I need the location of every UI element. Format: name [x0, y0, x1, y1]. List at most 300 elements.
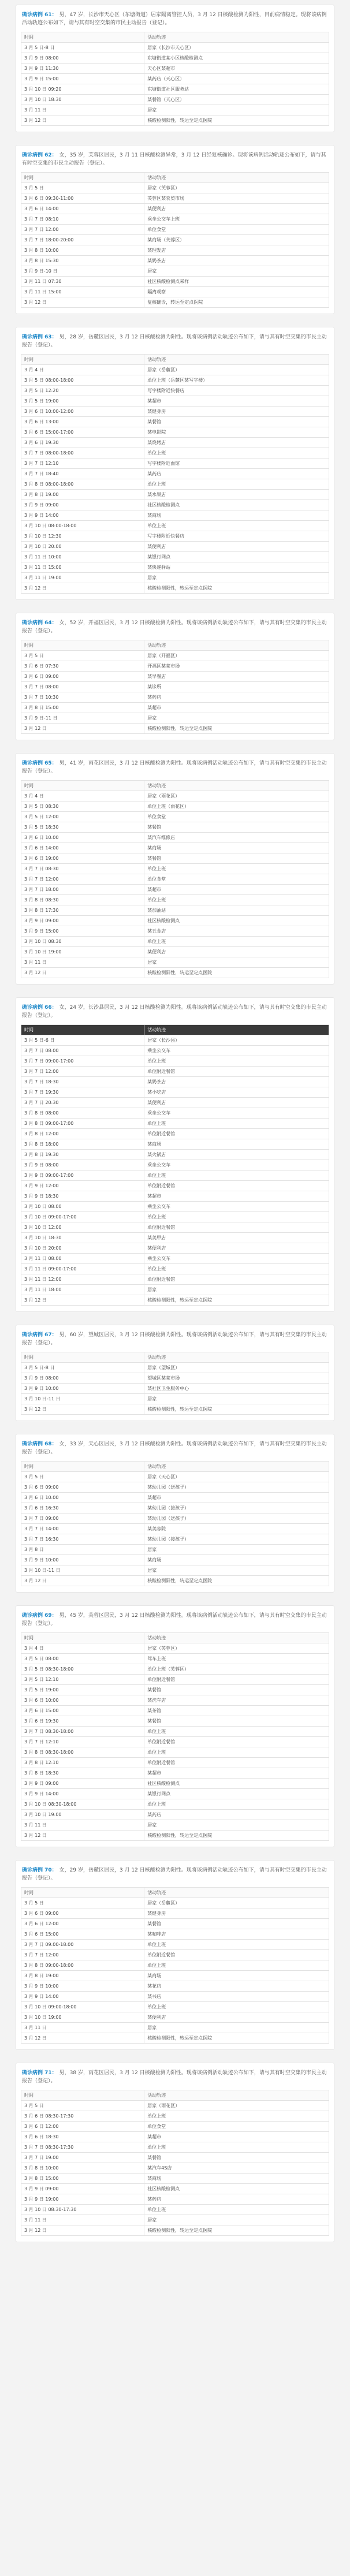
time-cell: 3 月 7 日 18:00-20:00	[21, 235, 144, 245]
place-cell: 居家（长沙县）	[144, 1035, 329, 1046]
place-cell: 单位食堂	[144, 2122, 329, 2132]
place-cell: 单位上班（芙蓉区）	[144, 1664, 329, 1675]
table-row	[21, 1363, 329, 1373]
case-intro-text: 男，47 岁，长沙市天心区（东塘街道）居家隔离管控人员，3 月 12 日核酸检测为阳性，目前病情稳定。现将该病例活动轨迹公布如下，请与其有时空交集的市民主动报告（登记）。	[22, 12, 327, 26]
place-cell: 某药店	[144, 2194, 329, 2205]
time-cell: 3 月 7 日 08:00-18:00	[21, 448, 144, 458]
table-row	[21, 1716, 329, 1727]
place-cell: 单位附近餐馆	[144, 1274, 329, 1285]
table-row	[21, 448, 329, 458]
time-cell: 3 月 8 日 19:00	[21, 490, 144, 500]
table-row	[21, 1404, 329, 1415]
place-cell: 单位附近餐馆	[144, 1129, 329, 1139]
table-row	[21, 1394, 329, 1404]
place-cell: 某快递驿站	[144, 562, 329, 573]
table-row	[21, 2101, 329, 2111]
time-cell: 3 月 8 日 12:10	[21, 1758, 144, 1768]
place-cell: 居家（长沙市天心区）	[144, 43, 329, 53]
time-cell: 3 月 4 日	[21, 791, 144, 801]
case-tag: 确诊病例 63：	[22, 334, 57, 340]
table-row	[21, 672, 329, 682]
place-cell: 单位上班	[144, 2142, 329, 2153]
table-header-row	[21, 173, 329, 183]
place-cell: 单位附近餐馆	[144, 1675, 329, 1685]
table-row	[21, 386, 329, 396]
case-block	[16, 5, 334, 132]
time-cell: 3 月 9 日 14:00	[21, 1992, 144, 2002]
place-cell: 某便利店	[144, 1098, 329, 1108]
time-cell: 3 月 5 日	[21, 1472, 144, 1482]
time-cell: 3 月 8 日 08:30	[21, 895, 144, 905]
place-cell: 写字楼附近快餐店	[144, 386, 329, 396]
table-row	[21, 822, 329, 833]
place-cell: 单位食堂	[144, 812, 329, 822]
case-intro	[22, 1440, 328, 1456]
table-row	[21, 1898, 329, 1908]
time-cell: 3 月 9 日 09:00	[21, 500, 144, 510]
time-cell: 3 月 10 日 08:00	[21, 1202, 144, 1212]
table-row	[21, 1992, 329, 2002]
time-cell: 3 月 10 日 08:30	[21, 937, 144, 947]
table-row	[21, 874, 329, 885]
time-cell: 3 月 8 日 19:00	[21, 1971, 144, 1981]
table-row	[21, 2215, 329, 2225]
column-header-place: 活动轨迹	[144, 32, 329, 43]
column-header-time: 时间	[21, 173, 144, 183]
place-cell: 核酸检测阳性，转运至定点医院	[144, 1404, 329, 1415]
table-row	[21, 895, 329, 905]
place-cell: 单位上班	[144, 1799, 329, 1810]
trail-table	[21, 640, 329, 734]
time-cell: 3 月 7 日 18:30	[21, 1077, 144, 1087]
place-cell: 单位上班	[144, 1170, 329, 1181]
time-cell: 3 月 11 日 19:00	[21, 573, 144, 583]
place-cell: 某超市	[144, 1768, 329, 1779]
column-header-place: 活动轨迹	[144, 1025, 329, 1035]
time-cell: 3 月 12 日	[21, 1831, 144, 1841]
table-row	[21, 245, 329, 256]
place-cell: 居家（望城区）	[144, 1363, 329, 1373]
time-cell: 3 月 8 日 10:00	[21, 2163, 144, 2174]
place-cell: 某餐馆	[144, 417, 329, 427]
place-cell: 单位上班	[144, 2002, 329, 2012]
place-cell: 单位附近餐馆	[144, 1950, 329, 1960]
trail-table	[21, 1632, 329, 1841]
time-cell: 3 月 6 日 10:00	[21, 1493, 144, 1503]
place-cell: 核酸检测阳性，转运至定点医院	[144, 1831, 329, 1841]
table-row	[21, 1233, 329, 1243]
trail-table	[21, 1461, 329, 1586]
table-row	[21, 864, 329, 874]
time-cell: 3 月 11 日	[21, 2023, 144, 2033]
table-row	[21, 438, 329, 448]
time-cell: 3 月 11 日	[21, 2215, 144, 2225]
table-row	[21, 791, 329, 801]
trail-table	[21, 1024, 329, 1306]
table-row	[21, 1046, 329, 1056]
table-row	[21, 500, 329, 510]
place-cell: 单位上班	[144, 1747, 329, 1758]
table-row	[21, 1727, 329, 1737]
time-cell: 3 月 5 日 12:10	[21, 1675, 144, 1685]
place-cell: 复核确诊，转运至定点医院	[144, 297, 329, 308]
case-block	[16, 327, 334, 600]
time-cell: 3 月 10 日 08:00-18:00	[21, 521, 144, 531]
table-row	[21, 365, 329, 375]
time-cell: 3 月 11 日 09:00-17:00	[21, 1264, 144, 1274]
place-cell: 社区核酸检测点	[144, 1779, 329, 1789]
place-cell: 某理发店	[144, 245, 329, 256]
place-cell: 某银行网点	[144, 1789, 329, 1799]
table-row	[21, 833, 329, 843]
place-cell: 某奶茶店	[144, 256, 329, 266]
time-cell: 3 月 6 日 14:00	[21, 204, 144, 214]
place-cell: 居家（岳麓区）	[144, 1898, 329, 1908]
time-cell: 3 月 6 日 09:30-11:00	[21, 193, 144, 204]
case-block	[16, 1434, 334, 1593]
table-row	[21, 1181, 329, 1191]
table-row	[21, 573, 329, 583]
table-row	[21, 1654, 329, 1664]
place-cell: 某花店	[144, 1981, 329, 1992]
table-row	[21, 1472, 329, 1482]
table-row	[21, 2163, 329, 2174]
table-row	[21, 297, 329, 308]
table-row	[21, 1129, 329, 1139]
place-cell: 核酸检测阳性，转运至定点医院	[144, 583, 329, 594]
time-cell: 3 月 12 日	[21, 1576, 144, 1586]
time-cell: 3 月 9 日 10:00	[21, 1384, 144, 1394]
place-cell: 某药店	[144, 1810, 329, 1820]
table-header-row	[21, 1025, 329, 1035]
place-cell: 写字楼附近快餐店	[144, 531, 329, 542]
place-cell: 居家	[144, 1545, 329, 1555]
time-cell: 3 月 6 日 10:00-12:00	[21, 407, 144, 417]
table-row	[21, 801, 329, 812]
place-cell: 某餐馆	[144, 2153, 329, 2163]
table-row	[21, 277, 329, 287]
time-cell: 3 月 5 日 08:30	[21, 801, 144, 812]
time-cell: 3 月 6 日 19:30	[21, 1716, 144, 1727]
time-cell: 3 月 5 日-8 日	[21, 43, 144, 53]
place-cell: 某茶馆	[144, 1706, 329, 1716]
time-cell: 3 月 6 日 10:00	[21, 1695, 144, 1706]
table-row	[21, 1108, 329, 1119]
table-row	[21, 1747, 329, 1758]
place-cell: 乘坐公交车	[144, 1108, 329, 1119]
time-cell: 3 月 9 日 08:00	[21, 53, 144, 64]
time-cell: 3 月 11 日	[21, 957, 144, 968]
table-row	[21, 562, 329, 573]
time-cell: 3 月 10 日 18:30	[21, 95, 144, 105]
place-cell: 单位上班	[144, 1056, 329, 1067]
case-tag: 确诊病例 70：	[22, 1867, 57, 1873]
time-cell: 3 月 9 日 09:00	[21, 2184, 144, 2194]
place-cell: 单位上班	[144, 937, 329, 947]
column-header-time: 时间	[21, 32, 144, 43]
place-cell: 单位上班（雨花区）	[144, 801, 329, 812]
place-cell: 核酸检测阳性，转运至定点医院	[144, 2033, 329, 2044]
case-intro-text: 男，41 岁，雨花区居民，3 月 12 日核酸检测为阳性。现将该病例活动轨迹公布如下，请与其有时空交集的市民主动报告（登记）。	[22, 761, 327, 774]
case-intro-text: 女，35 岁，芙蓉区居民，3 月 11 日核酸检测异常，3 月 12 日经复核确诊。现将该病例活动轨迹公布如下，请与其有时空交集的市民主动报告（登记）。	[22, 152, 326, 166]
time-cell: 3 月 10 日 20:00	[21, 1243, 144, 1254]
time-cell: 3 月 10 日 09:00-18:00	[21, 2002, 144, 2012]
time-cell: 3 月 7 日 08:00	[21, 682, 144, 692]
table-row	[21, 1675, 329, 1685]
time-cell: 3 月 8 日 15:30	[21, 256, 144, 266]
table-row	[21, 1779, 329, 1789]
table-row	[21, 1254, 329, 1264]
time-cell: 3 月 6 日 19:00	[21, 853, 144, 864]
table-row	[21, 235, 329, 245]
table-row	[21, 812, 329, 822]
column-header-time: 时间	[21, 1633, 144, 1643]
table-header-row	[21, 640, 329, 651]
table-row	[21, 183, 329, 193]
table-row	[21, 1534, 329, 1545]
time-cell: 3 月 7 日 08:00	[21, 1046, 144, 1056]
table-row	[21, 1831, 329, 1841]
table-row	[21, 843, 329, 853]
table-row	[21, 287, 329, 297]
place-cell: 居家（雨花区）	[144, 791, 329, 801]
place-cell: 单位附近餐馆	[144, 1181, 329, 1191]
column-header-place: 活动轨迹	[144, 355, 329, 365]
place-cell: 核酸检测阳性，转运至定点医院	[144, 724, 329, 734]
table-row	[21, 204, 329, 214]
trail-table	[21, 780, 329, 978]
place-cell: 某五金店	[144, 926, 329, 937]
place-cell: 某便利店	[144, 947, 329, 957]
table-row	[21, 1243, 329, 1254]
place-cell: 居家	[144, 1394, 329, 1404]
time-cell: 3 月 7 日 18:40	[21, 469, 144, 479]
time-cell: 3 月 10 日 19:00	[21, 2012, 144, 2023]
table-row	[21, 1820, 329, 1831]
case-intro-text: 女，24 岁，长沙县居民，3 月 12 日核酸检测为阳性。现将该病例活动轨迹公布如下，请与其有时空交集的市民主动报告（登记）。	[22, 1005, 327, 1019]
time-cell: 3 月 7 日 12:00	[21, 1067, 144, 1077]
place-cell: 某咖啡店	[144, 1929, 329, 1940]
table-row	[21, 583, 329, 594]
place-cell: 单位上班	[144, 895, 329, 905]
time-cell: 3 月 8 日 19:30	[21, 1150, 144, 1160]
table-row	[21, 1212, 329, 1222]
case-tag: 确诊病例 71：	[22, 2070, 57, 2076]
time-cell: 3 月 7 日 12:00	[21, 874, 144, 885]
table-row	[21, 407, 329, 417]
table-row	[21, 531, 329, 542]
time-cell: 3 月 7 日 12:00	[21, 1950, 144, 1960]
place-cell: 核酸检测阳性，转运至定点医院	[144, 1576, 329, 1586]
place-cell: 单位上班	[144, 2111, 329, 2122]
time-cell: 3 月 6 日 18:30	[21, 2132, 144, 2142]
table-row	[21, 1758, 329, 1768]
table-row	[21, 1098, 329, 1108]
place-cell: 某幼儿园（接孩子）	[144, 1503, 329, 1513]
place-cell: 居家（天心区）	[144, 1472, 329, 1482]
time-cell: 3 月 8 日 08:30-18:00	[21, 1747, 144, 1758]
time-cell: 3 月 5 日	[21, 651, 144, 661]
column-header-time: 时间	[21, 355, 144, 365]
time-cell: 3 月 6 日 13:00	[21, 417, 144, 427]
place-cell: 单位上班	[144, 1727, 329, 1737]
time-cell: 3 月 5 日 19:00	[21, 1685, 144, 1695]
place-cell: 某药店	[144, 692, 329, 703]
table-row	[21, 1056, 329, 1067]
time-cell: 3 月 7 日 14:00	[21, 1524, 144, 1534]
column-header-place: 活动轨迹	[144, 173, 329, 183]
time-cell: 3 月 11 日 15:00	[21, 287, 144, 297]
place-cell: 某餐馆	[144, 1716, 329, 1727]
time-cell: 3 月 9 日-10 日	[21, 266, 144, 277]
place-cell: 某健身房	[144, 1908, 329, 1919]
table-row	[21, 1150, 329, 1160]
place-cell: 居家	[144, 105, 329, 115]
time-cell: 3 月 10 日 08:30-17:30	[21, 2205, 144, 2215]
case-block	[16, 997, 334, 1312]
table-header-row	[21, 32, 329, 43]
table-row	[21, 2194, 329, 2205]
table-row	[21, 2023, 329, 2033]
case-tag: 确诊病例 61：	[22, 12, 57, 18]
case-tag: 确诊病例 64：	[22, 620, 57, 626]
table-row	[21, 1274, 329, 1285]
table-row	[21, 1077, 329, 1087]
table-row	[21, 1482, 329, 1493]
time-cell: 3 月 5 日 08:30-18:00	[21, 1664, 144, 1675]
table-row	[21, 1493, 329, 1503]
time-cell: 3 月 5 日 18:30	[21, 822, 144, 833]
table-row	[21, 95, 329, 105]
place-cell: 某奶茶店	[144, 1077, 329, 1087]
time-cell: 3 月 12 日	[21, 115, 144, 126]
place-cell: 芙蓉区某农贸市场	[144, 193, 329, 204]
time-cell: 3 月 9 日-11 日	[21, 713, 144, 724]
case-block	[16, 613, 334, 740]
table-row	[21, 2122, 329, 2132]
table-header-row	[21, 1352, 329, 1363]
time-cell: 3 月 5 日-6 日	[21, 1035, 144, 1046]
time-cell: 3 月 12 日	[21, 724, 144, 734]
case-intro-text: 男，45 岁，芙蓉区居民，3 月 12 日核酸检测为阳性。现将该病例活动轨迹公布如下，请与其有时空交集的市民主动报告（登记）。	[22, 1613, 327, 1627]
time-cell: 3 月 9 日 14:00	[21, 510, 144, 521]
place-cell: 隔离观察	[144, 287, 329, 297]
table-row	[21, 552, 329, 562]
table-row	[21, 1960, 329, 1971]
place-cell: 某电影院	[144, 427, 329, 438]
trail-table	[21, 32, 329, 126]
place-cell: 东塘街道社区服务站	[144, 84, 329, 95]
place-cell: 居家	[144, 2215, 329, 2225]
table-row	[21, 458, 329, 469]
place-cell: 驾车上班	[144, 1654, 329, 1664]
place-cell: 核酸检测阳性，转运至定点医院	[144, 2225, 329, 2236]
time-cell: 3 月 4 日	[21, 1643, 144, 1654]
place-cell: 居家（岳麓区）	[144, 365, 329, 375]
place-cell: 单位上班	[144, 2205, 329, 2215]
place-cell: 某加油站	[144, 905, 329, 916]
table-row	[21, 1971, 329, 1981]
table-row	[21, 2225, 329, 2236]
column-header-time: 时间	[21, 1462, 144, 1472]
time-cell: 3 月 11 日 12:00	[21, 1274, 144, 1285]
time-cell: 3 月 7 日 10:30	[21, 692, 144, 703]
time-cell: 3 月 11 日 07:30	[21, 277, 144, 287]
place-cell: 某美容院	[144, 1524, 329, 1534]
table-row	[21, 703, 329, 713]
place-cell: 居家	[144, 957, 329, 968]
time-cell: 3 月 11 日	[21, 105, 144, 115]
time-cell: 3 月 11 日 08:00	[21, 1254, 144, 1264]
table-row	[21, 1950, 329, 1960]
time-cell: 3 月 9 日 15:00	[21, 926, 144, 937]
time-cell: 3 月 9 日 08:00	[21, 1160, 144, 1170]
place-cell: 某便利店	[144, 542, 329, 552]
case-block	[16, 2063, 334, 2242]
column-header-time: 时间	[21, 640, 144, 651]
place-cell: 某汽车4S店	[144, 2163, 329, 2174]
time-cell: 3 月 6 日 19:30	[21, 438, 144, 448]
column-header-time: 时间	[21, 781, 144, 791]
table-row	[21, 1222, 329, 1233]
place-cell: 某商场（芙蓉区）	[144, 235, 329, 245]
time-cell: 3 月 9 日 09:00-17:00	[21, 1170, 144, 1181]
time-cell: 3 月 12 日	[21, 1404, 144, 1415]
time-cell: 3 月 5 日 19:00	[21, 396, 144, 407]
time-cell: 3 月 9 日 08:00	[21, 1373, 144, 1384]
time-cell: 3 月 9 日 09:00	[21, 1779, 144, 1789]
time-cell: 3 月 5 日 08:00-18:00	[21, 375, 144, 386]
place-cell: 某超市	[144, 2132, 329, 2142]
place-cell: 某餐馆（天心区）	[144, 95, 329, 105]
place-cell: 社区核酸检测点采样	[144, 277, 329, 287]
place-cell: 东塘街道某小区核酸检测点	[144, 53, 329, 64]
table-row	[21, 1565, 329, 1576]
time-cell: 3 月 8 日	[21, 1545, 144, 1555]
place-cell: 某药店（天心区）	[144, 74, 329, 84]
place-cell: 核酸检测阳性，转运至定点医院	[144, 1295, 329, 1306]
place-cell: 核酸检测阳性，转运至定点医院	[144, 115, 329, 126]
time-cell: 3 月 8 日 15:00	[21, 703, 144, 713]
time-cell: 3 月 8 日 17:30	[21, 905, 144, 916]
table-row	[21, 510, 329, 521]
table-row	[21, 115, 329, 126]
table-row	[21, 692, 329, 703]
time-cell: 3 月 6 日 12:00	[21, 1919, 144, 1929]
table-row	[21, 1087, 329, 1098]
time-cell: 3 月 7 日 08:10	[21, 214, 144, 225]
case-tag: 确诊病例 67：	[22, 1332, 57, 1338]
place-cell: 单位上班	[144, 448, 329, 458]
place-cell: 某商场	[144, 1555, 329, 1565]
place-cell: 某餐馆	[144, 1919, 329, 1929]
place-cell: 某健身房	[144, 407, 329, 417]
time-cell: 3 月 12 日	[21, 968, 144, 978]
table-header-row	[21, 1633, 329, 1643]
time-cell: 3 月 6 日 09:00	[21, 1908, 144, 1919]
table-row	[21, 2142, 329, 2153]
time-cell: 3 月 8 日 15:00	[21, 2174, 144, 2184]
column-header-place: 活动轨迹	[144, 640, 329, 651]
time-cell: 3 月 10 日 12:30	[21, 531, 144, 542]
place-cell: 单位食堂	[144, 225, 329, 235]
case-intro	[22, 2069, 328, 2085]
place-cell: 居家	[144, 266, 329, 277]
column-header-time: 时间	[21, 1352, 144, 1363]
time-cell: 3 月 10 日 18:30	[21, 1233, 144, 1243]
table-row	[21, 1908, 329, 1919]
place-cell: 望城区某菜市场	[144, 1373, 329, 1384]
